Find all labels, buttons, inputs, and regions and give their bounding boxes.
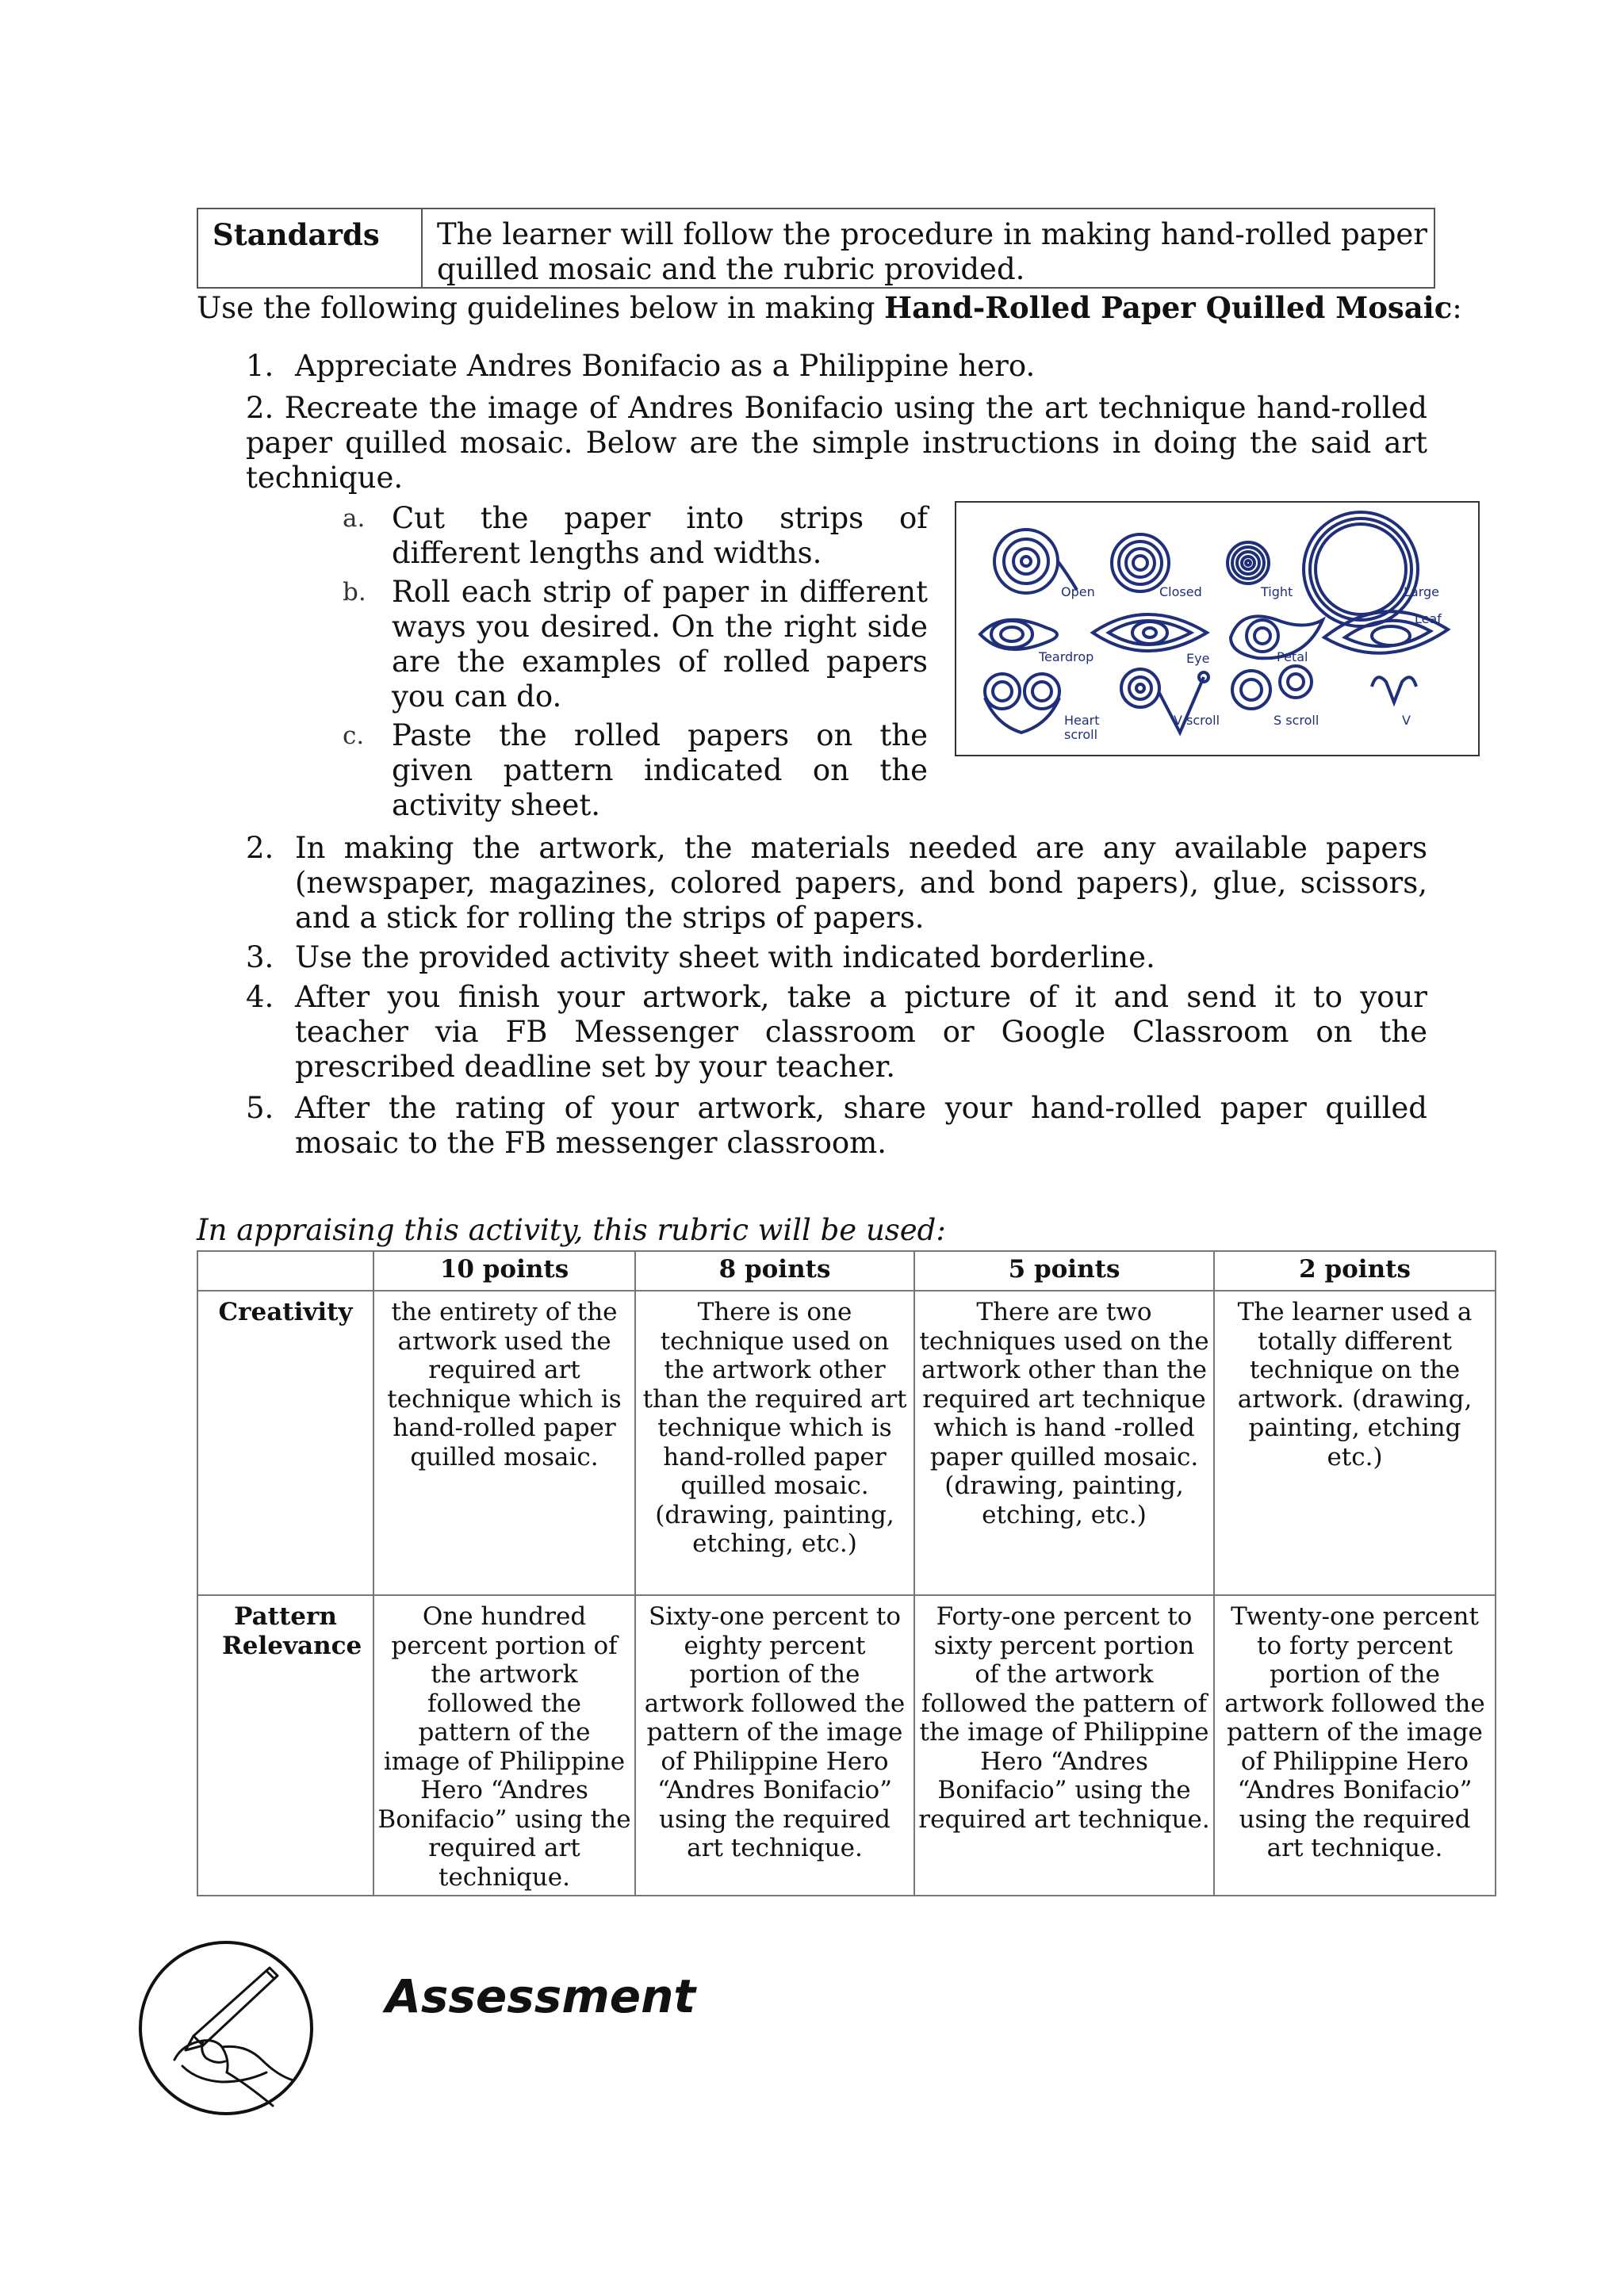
standards-label: Standards bbox=[197, 209, 422, 288]
rubric-cell: There are two techniques used on the artwork other than the required art technique which is hand -rolled paper quilled mosaic. (drawing, painting, etching, etc.) bbox=[914, 1291, 1214, 1595]
quilling-shapes-figure bbox=[955, 501, 1480, 756]
rubric-header-8: 8 points bbox=[635, 1251, 914, 1291]
substep-item: b. Roll each strip of paper in different ways you desired. On the right side are the examples of rolled papers you can do. bbox=[343, 575, 928, 714]
rubric-cell: There is one technique used on the artwork other than the required art technique which is hand-rolled paper quilled mosaic. (drawing, painting, etching, etc.) bbox=[635, 1291, 914, 1595]
label-open: Open bbox=[1061, 584, 1095, 599]
label-heart: Heart bbox=[1064, 713, 1100, 728]
substep-item: a. Cut the paper into strips of different lengths and widths. bbox=[343, 501, 928, 570]
rubric-cell: Forty-one percent to sixty percent portion of the artwork followed the pattern of the image of Philippine Hero “Andres Bonifacio” using the required art technique. bbox=[914, 1595, 1214, 1896]
standards-text: The learner will follow the procedure in making hand-rolled paper quilled mosaic and the rubric provided. bbox=[422, 209, 1434, 288]
assessment-title: Assessment bbox=[385, 1969, 696, 2023]
v-shape bbox=[1372, 677, 1416, 702]
list-item: 2. Recreate the image of Andres Bonifacio using the art technique hand-rolled paper quilled mosaic. Below are the simple instructions in doing the said art technique. bbox=[246, 391, 1427, 495]
label-tight: Tight bbox=[1261, 584, 1293, 599]
rubric-criterion-pattern-relevance: Pattern Relevance bbox=[197, 1595, 373, 1896]
rubric-cell: Sixty-one percent to eighty percent portion of the artwork followed the pattern of the image of Philippine Hero “Andres Bonifacio” using the required art technique. bbox=[635, 1595, 914, 1896]
list-item: 1. Appreciate Andres Bonifacio as a Philippine hero. bbox=[246, 349, 1036, 383]
standards-table bbox=[197, 208, 1435, 289]
list-item: 4. After you finish your artwork, take a picture of it and send it to your teacher via FB Messenger classroom or Google Classroom on the prescribed deadline set by your teacher. bbox=[246, 980, 1427, 1084]
guidelines-intro: Use the following guidelines below in making Hand-Rolled Paper Quilled Mosaic: bbox=[197, 290, 1462, 325]
rubric-criterion-creativity: Creativity bbox=[197, 1291, 373, 1595]
heart-scroll-shape bbox=[985, 674, 1059, 733]
label-teardrop: Teardrop bbox=[1039, 649, 1094, 664]
rubric-lead: In appraising this activity, this rubric will be used: bbox=[197, 1213, 946, 1247]
hand-writing-icon bbox=[127, 1925, 325, 2131]
rubric-header-2: 2 points bbox=[1214, 1251, 1496, 1291]
rubric-header-10: 10 points bbox=[373, 1251, 635, 1291]
rubric-cell: the entirety of the artwork used the required art technique which is hand-rolled paper quilled mosaic. bbox=[373, 1291, 635, 1595]
rubric-cell: Twenty-one percent to forty percent portion of the artwork followed the pattern of the image of Philippine Hero “Andres Bonifacio” using the required art technique. bbox=[1214, 1595, 1496, 1896]
eye-shape bbox=[1093, 614, 1207, 651]
table-row bbox=[197, 1595, 1496, 1896]
rubric-cell: One hundred percent portion of the artwork followed the pattern of the image of Philippine Hero “Andres Bonifacio” using the required art technique. bbox=[373, 1595, 635, 1896]
list-item: 2. In making the artwork, the materials needed are any available papers (newspaper, magazines, colored papers, and bond papers), glue, scissors, and a stick for rolling the strips of papers. bbox=[246, 831, 1427, 935]
rubric-cell: The learner used a totally different technique on the artwork. (drawing, painting, etching etc.) bbox=[1214, 1291, 1496, 1595]
rubric-header-5: 5 points bbox=[914, 1251, 1214, 1291]
rubric-header-empty bbox=[197, 1251, 373, 1291]
label-closed: Closed bbox=[1159, 584, 1202, 599]
closed-coil-shape bbox=[1112, 534, 1169, 591]
label-large: Large bbox=[1404, 584, 1440, 599]
open-coil-shape bbox=[994, 530, 1077, 593]
teardrop-shape bbox=[980, 620, 1057, 649]
rubric-header-row bbox=[197, 1251, 1496, 1291]
rubric-table bbox=[197, 1250, 1496, 1896]
tight-coil-shape bbox=[1228, 542, 1269, 584]
list-item: 5. After the rating of your artwork, share your hand-rolled paper quilled mosaic to the FB messenger classroom. bbox=[246, 1091, 1427, 1160]
substep-item: c. Paste the rolled papers on the given pattern indicated on the activity sheet. bbox=[343, 718, 928, 822]
label-v-scroll: V scroll bbox=[1174, 713, 1220, 728]
table-row bbox=[197, 1291, 1496, 1595]
label-s-scroll: S scroll bbox=[1274, 713, 1320, 728]
label-eye: Eye bbox=[1186, 651, 1210, 666]
guidelines-title: Hand-Rolled Paper Quilled Mosaic bbox=[884, 290, 1453, 325]
quilling-shapes-illustration bbox=[956, 503, 1478, 755]
s-scroll-shape bbox=[1232, 666, 1312, 709]
label-leaf: Leaf bbox=[1415, 611, 1442, 626]
list-item: 3. Use the provided activity sheet with indicated borderline. bbox=[246, 940, 1155, 974]
label-petal: Petal bbox=[1277, 649, 1308, 664]
large-coil-shape bbox=[1304, 512, 1418, 626]
label-heart-scroll: scroll bbox=[1064, 727, 1098, 742]
label-v: V bbox=[1402, 713, 1411, 728]
